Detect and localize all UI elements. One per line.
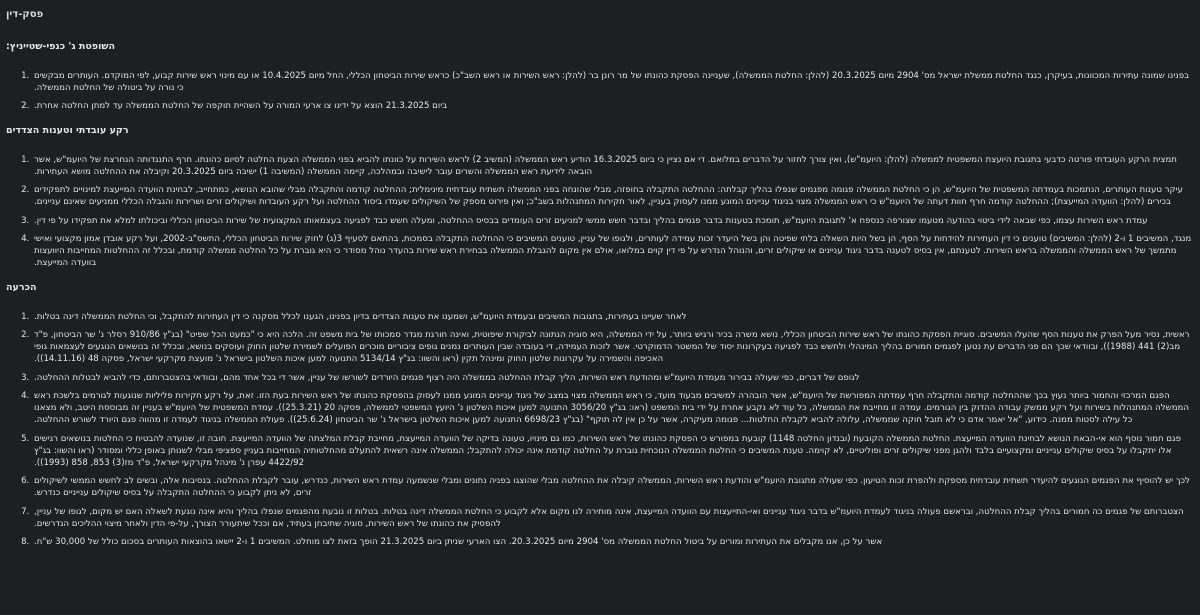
paragraph-text: 1. בפנינו שמונה עתירות המכוונות, בעיקרן, כנגד החלטת ממשלת ישראל מס' 2904 מיום 20.3.2025 (להלן: החלטת הממשלה), שעניינה הפסקת כהונתו של מר רונן בר (להלן: ראש השירות או ראש השב"כ) כראש שירות הביטחון הכללי, החל מיום 10.4.2025 או עם מינוי ראש שירות קבוע, לפי המוקדם. העותרים מבקשים כי נורה על ביטולה של החלטת הממשלה. — [34, 70, 1190, 93]
paragraph-list-intro — [6, 70, 1194, 113]
document-title: פסק-דין — [6, 9, 44, 20]
paragraph-4 — [32, 233, 1194, 270]
section-intro — [6, 40, 1194, 112]
paragraph-8 — [32, 536, 1194, 548]
paragraph-text: 1. לאחר שעיינו בעתירות, בתגובות המשיבים ובעמדת היועמ"ש, ושמענו את טענות הצדדים בדיון בפנינו, הגענו לכלל מסקנה כי דין העתירות להתקבל, וכי החלטת הממשלה דינה בטלות. — [34, 311, 687, 322]
paragraph-3 — [32, 372, 1194, 384]
paragraph-1 — [32, 154, 1194, 178]
section-heading-judge: השופטת ג' כנפי-שטייניץ: — [6, 41, 116, 53]
paragraph-text: 3. עמדת ראש השירות עצמו, כפי שבאה לידי ביטוי בהודעה מטעמו שצורפה כנספח א' לתגובת היועמ"ש, תומכת בטענות בדבר פגמים בהליך ובדבר חשש ממשי למניעים זרים העומדים בבסיס ההחלטה, ומעלה חשש כבד לפגיעה בעצמאותו המקצועית של שירות הביטחון הכללי וביכולתו למלא את תפקידו על פי דין. — [34, 215, 1148, 226]
paragraph-text: 6. לכך יש להוסיף את הפגמים הנוגעים להיעדר תשתית עובדתית מספקת ולהפרת זכות הטיעון. כפי שעולה מתגובת היועמ"ש והודעת ראש השירות, הממשלה קיבלה את ההחלטה מבלי שהוצגו בפניה נתונים ומבלי שנשמעה עמדת ראש השירות, כנדרש, עובר לקבלת ההחלטה. בנסיבות אלה, ובשים לב לחשש הממשי לשיקולים זרים, לא ניתן לקבוע כי ההחלטה התקבלה על בסיס שיקולים ענייניים כנדרש. — [34, 476, 1190, 499]
paragraph-text: 8. אשר על כן, אנו מקבלים את העתירות ומורים על ביטול החלטת הממשלה מס' 2904 מיום 20.3.2025. הצו הארעי שניתן ביום 21.3.2025 הופך בזאת לצו מוחלט. המשיבים 1 ו-2 יישאו בהוצאות העותרים בסכום כולל של 30,000 ש"ח. — [34, 536, 883, 547]
paragraph-text: 2. ביום 21.3.2025 הוצא על ידינו צו ארעי המורה על השהיית תוקפה של החלטת הממשלה עד למתן החלטה אחרת. — [34, 101, 448, 112]
paragraph-6 — [32, 475, 1194, 499]
paragraph-4 — [32, 390, 1194, 427]
paragraph-3 — [32, 215, 1194, 227]
paragraph-text: 1. תמצית הרקע העובדתי פורטה כדבעי בתגובת היועצת המשפטית לממשלה (להלן: היועמ"ש), ואין צורך לחזור על הדברים במלואם. די אם נציין כי ביום 16.3.2025 הודיע ראש הממשלה (המשיב 2) לראש השירות על כוונתו להביא בפני הממשלה הצעת החלטה לסיום כהונתו. חרף התנגדותה הנחרצת של היועמ"ש, אשר הובאה לידיעת ראש הממשלה והשרים עובר לישיבה ובמהלכה, קיימה הממשלה (המשיבה 1) ישיבה ביום 20.3.2025 וקיבלה את ההחלטה מושא העתירות. — [34, 154, 1177, 177]
paragraph-text: 2. עיקר טענות העותרים, הנתמכות בעמדתה המשפטית של היועמ"ש, הן כי החלטת הממשלה פגומה מפגמים שנפלו בהליך קבלתה: ההחלטה התקבלה בחופזה, מבלי שהונחה בפני הממשלה תשתית עובדתית מינימלית; ההחלטה קודמה והתקבלה מבלי שהובא הנושא, כמתחייב, לבחינת הוועדה המייעצת למינויים לתפקידים בכירים (להלן: הוועדה המייעצת); ההחלטה קודמה חרף חוות דעתה של היועמ"ש כי ראש הממשלה מצוי בניגוד עניינים המונע ממנו לעסוק בעניין, לאור חקירות המתנהלות בשב"כ; ואין פירוט מספק של השיקולים שעמדו ביסוד ההחלטה ועל רקע העובדות ושיקולים זרים ושרירות והגבלה הכללי ממניעים שאינם עניינים. — [34, 185, 1183, 208]
paragraph-text: 3. לגופם של דברים, כפי שעולה בבירור מעמדת היועמ"ש ומהודעת ראש השירות, הליך קבלת ההחלטה בממשלה היה רצוף פגמים היורדים לשורשו של עניין, אשר די בכל אחד מהם, ובוודאי בהצטברותם, כדי להביא לבטלות ההחלטה. — [34, 372, 860, 383]
paragraph-2 — [32, 100, 1194, 112]
section-background — [6, 124, 1194, 269]
paragraph-text: 4. מנגד, המשיבים 1 ו-2 (להלן: המשיבים) טוענים כי דין העתירות להידחות על הסף, הן בשל היות השאלה בלתי שפיטה והן בשל היעדר זכות עמידה לעותרים, ולגופו של עניין, טוענים המשיבים כי ההחלטה התקבלה בסמכות, בהתאם לסעיף 3(ג) לחוק שירות הביטחון הכללי, התשס"ב-2002, ועל רקע אובדן אמון מקצועי ואישי מתמשך של ראש הממשלה והממשלה בראש השירות. לטענתם, אין בסיס לטענה בדבר ניגוד עניינים או שיקולים זרים, והנוהל הנדרש על פי דין קוים במלואו, אולם אין מקום להגבלת הממשלה בבחירת ראש שירות בהעדר נוהל מסודר כי היא גוברת על כל החלטה ממשלה קודמת, ובכלל זה ההחלטות המחייבות היוועצות בוועדה המייעצת. — [34, 233, 1192, 269]
paragraph-text: 7. הצטברותם של פגמים כה חמורים בהליך קבלת ההחלטה, ובראשם פעולה בניגוד לעמדת היועמ"ש בדבר ניגוד עניינים ואי-התייעצות עם הוועדה המייעצת, אינה מותירה לנו מקום אלא לקבוע כי החלטת הממשלה דינה בטלות. בטלות זו נובעת מהפגמים שנפלו בהליך והיא אינה נוגעת לשאלה האם יש מקום, לגופו של עניין, להפסיק את כהונתו של ראש השירות, סוגיה שתיבחן בעתיד, אם וככל שיתעורר הצורך, על-פי הדין ולאחר מיצוי ההליכים הנדרשים. — [34, 506, 1184, 529]
paragraph-list-background — [6, 154, 1194, 270]
section-heading-background: רקע עובדתי וטענות הצדדים — [6, 125, 129, 137]
paragraph-text: 5. פגם חמור נוסף הוא אי-הבאת הנושא לבחינת הוועדה המייעצת. החלטת הממשלה הקובעת (ובנדון החלטה 1148) קובעת במפורש כי הפסקת כהונתו של ראש השירות, כמו גם מינויו, טעונה בדיקה של הוועדה המייעצת, מחייבת קבלת המלצתה של הוועדה המייעצת. חובה זו, שנועדה להבטיח כי החלטות בנושאים רגישים אלו יתקבלו על בסיס שיקולים ענייניים ומקצועיים בלבד ולהגן מפני שיקולים זרים ופוליטיים, לא קוימה. טענת המשיבים כי החלטת הממשלה הנוכחית גוברת על החלטה קודמת אינה יכולה להתקבל; הממשלה אינה רשאית להתעלם מהחלטותיה המחייבות בעניין ספציפי מבלי לשנותן באופן כללי ומסודר (ראו והשוו: בג"ץ 4422/92 עפרן נ' מינהל מקרקעי ישראל, פ"ד מז(3) 853, 858 (1993)). — [34, 433, 1181, 468]
paragraph-list-ruling — [6, 311, 1194, 548]
section-ruling — [6, 281, 1194, 548]
paragraph-1 — [32, 70, 1194, 94]
paragraph-2 — [32, 184, 1194, 208]
paragraph-2 — [32, 329, 1194, 366]
paragraph-5 — [32, 433, 1194, 470]
paragraph-7 — [32, 506, 1194, 530]
paragraph-text: 2. ראשית, נסיר מעל הפרק את טענות הסף שהעלו המשיבים. סוגיית הפסקת כהונתו של ראש שירות הביטחון הכללי, נושא משרה בכיר ורגיש ביותר, על ידי הממשלה, היא סוגיה הנתונה לביקורת שיפוטית, ואינה חורגת מגדר סמכותו של בית משפט זה. הלכה היא כי "כמעט הכל שפיט" (בג"ץ 910/86 רסלר נ' שר הביטחון, פ"ד מב(2) 441 (1988)), ובוודאי שכך הם פני הדברים עת נטען לפגמים חמורים בהליך המינהלי ולחשש כבד לפגיעה בעקרונות יסוד של המשטר הדמוקרטי. אשר לזכות העמידה, די בעובדה שבין העותרים נמנים גופים ציבוריים מוכרים הפועלים לשמירת שלטון החוק ועוסקים בנושא, ובכלל זה בנושאים הנוגעים לעצמאות גופי האכיפה והשמירה על עקרונות שלטון החוק ומינהל תקין (ראו והשוו: בג"ץ 5134/14 התנועה למען איכות השלטון בישראל נ' מועצת מקרקעי ישראל, פסקה 48 (14.11.16)). — [34, 330, 1190, 365]
paragraph-text: 4. הפגם המרכזי והחמור ביותר נעוץ בכך שההחלטה קודמה והתקבלה חרף עמדתה המפורשת של היועמ"ש, אשר הובהרה למשיבים מבעוד מועד, כי ראש הממשלה מצוי במצב של ניגוד עניינים המונע ממנו לעסוק בהפסקת כהונתו של ראש השירות בעת הזו. זאת, על רקע חקירות פליליות שנוגעות לגורמים בלשכת ראש הממשלה המתנהלות בשירות ועל רקע ממשק עבודה ההדוק בין הגורמים. עמדה זו מחייבת את הממשלה, כל עוד לא נקבע אחרת על ידי בית המשפט (ראו: בג"ץ 3056/20 התנועה למען איכות השלטון נ' היועץ המשפטי לממשלה, פסקה 20 (25.3.21)). עמדת המשפטית של היועמ"ש בעניין זה מבוססת היטב, ולא מצאנו כל עילה לסטות ממנה. כידוע, "אל יאמר אדם כי לא תובל חוקה שממשלה, עלולה להביא לקבלת החלטות... פגומה מעיקרה, אשר על כן אין לה תוקף" (בג"ץ 6698/23 התנועה למען איכות השלטון בישראל נ' שר הביטחון (25.6.24)). פעולת הממשלה בניגוד לעמדה זו מהווה פגם היורד לשורש ההחלטה. — [34, 390, 1189, 426]
section-heading-ruling: הכרעה — [6, 282, 37, 294]
paragraph-1 — [32, 311, 1194, 323]
